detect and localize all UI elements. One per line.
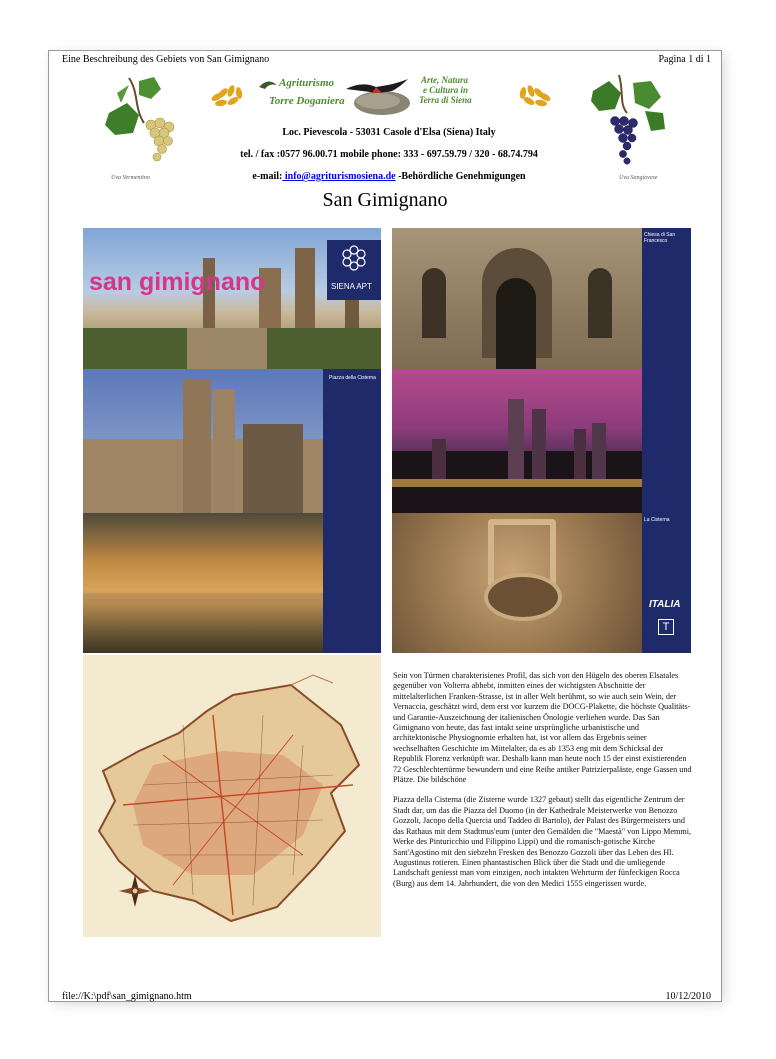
contact-address: Loc. Pievescola - 53031 Casole d'Elsa (Siena) Italy [282, 127, 496, 138]
red-grape-vine-illustration [589, 73, 669, 183]
photo-cover-towers [83, 228, 381, 369]
white-grape-vine-illustration [99, 73, 189, 183]
print-header-title: Eine Beschreibung des Gebiets von San Gimignano [62, 54, 270, 65]
banner-tagline-1: Arte, Natura [421, 75, 469, 85]
caption-cisterna: La Cisterna [644, 517, 670, 523]
print-footer-date: 10/12/2010 [665, 991, 711, 1002]
description-paragraph-2: Piazza della Cisterna (die Zisterne wurde 1327 gebaut) stellt das eigentliche Zentrum der Stadt dar, um das die Piazza del Duomo (in der Kathedrale Meisterwerke von Benozzo Gozzoli, Jacopo della Quercia und Taddeo di Bartolo), der Palast des Bürgermeisters und das Rathaus mit dem Stadtmus'eum (unter den Gemälden die "Maestà" von Lippo Memmi, Werke des Pinturicchio und Filippino Lippi) und die romanisch-gotische Kirche Sant'Agostino mit den siebzehn Fresken des Benozzo Gozzoli über das Leben des Hl. Augustinus rotieren. Einen phantastischen Blick über die Stadt und die umliegende Landschaft geniesst man vom einzigen, noch intakten Wehrturm der fünfeckigen Rocca (Burg) aus dem 14. Jahrhundert, die von den Medici 1555 eingerissen wurde. [393, 795, 692, 888]
photo-la-cisterna-well [392, 513, 691, 653]
toscana-region-icon: T [658, 619, 674, 635]
caption-piazza: Piazza della Cisterna [329, 375, 376, 381]
swallow-on-stone-emblem [342, 77, 412, 115]
banner-tagline-3: Terra di Siena [419, 95, 472, 105]
siena-apt-label: SIENA APT [331, 282, 372, 291]
cover-title: san gimignano [89, 268, 266, 296]
email-suffix: -Behördliche Genehmigungen [395, 171, 526, 182]
photo-church-san-francesco [392, 228, 691, 369]
right-vine-signature: Uva Sangiovese [619, 175, 658, 181]
print-footer-path: file://K:\pdf\san_gimignano.htm [62, 991, 192, 1002]
agriturismo-logo-banner [209, 75, 564, 117]
town-map-drawing [83, 655, 381, 937]
contact-email-line [199, 171, 579, 182]
town-map [83, 655, 381, 937]
siena-apt-logo-icon [327, 240, 381, 280]
photo-piazza-cisterna [83, 369, 381, 513]
photo-collage [83, 228, 691, 653]
wheat-ornament-left [209, 83, 249, 111]
bird-icon [257, 75, 279, 97]
email-label: e-mail: [252, 171, 283, 182]
banner-agriturismo-text: Agriturismo [279, 77, 335, 89]
email-link[interactable]: info@agriturismosiena.de [282, 171, 396, 182]
wheat-ornament-right [509, 83, 553, 111]
photo-misty-landscape [83, 513, 381, 653]
printed-page [48, 50, 722, 1002]
description-text [393, 671, 693, 899]
photo-towers-at-dusk [392, 369, 691, 513]
contact-phone: tel. / fax :0577 96.00.71 mobile phone: 333 - 697.59.79 / 320 - 68.74.794 [240, 149, 538, 160]
siena-apt-badge [327, 240, 381, 300]
page-title: San Gimignano [322, 189, 448, 211]
banner-farm-name-text: Torre Doganiera [269, 95, 345, 107]
description-paragraph-1: Sein von Türmen charakterisienes Profil, das sich von den Hügeln des oberen Elsatales gegenüber von Volterra abhebt, inmitten eines der wichtigsten Abschnitte der mittelalterlichen Franken-Strasse, ist in aller Welt berühmt, so wie auch sein Wein, der Vernaccia, geschätzt wird, dem erst vor kurzem die DOCG-Plakette, die höchste Qualitäts- und Garantie-Auszeichnung der italienischen Önologie verliehen wurde. Das San Gimignano von heute, das fast intakt seine ursprüngliche urbanistische und architektonische Physiognomie erhalten hat, ist vor allem das Ergebnis seiner wechselhaften Geschichte im Mittelalter, da es ab 1353 eng mit dem Schicksal der Republik Florenz verknüpft war. Deshalb kann man heute noch 15 der einst existierenden 72 Geschlechtertürme bewundern und eine Reihe antiker Patrizierpaläste, enge Gassen und Plätze. Die bildschöne [393, 671, 692, 785]
left-vine-signature: Uva Vermentino [111, 175, 150, 181]
caption-church: Chiesa di San Francesco [644, 232, 676, 244]
italia-logo: ITALIA [649, 599, 681, 610]
banner-tagline-2: e Cultura in [423, 85, 469, 95]
print-header-pagination: Pagina 1 di 1 [658, 54, 711, 65]
